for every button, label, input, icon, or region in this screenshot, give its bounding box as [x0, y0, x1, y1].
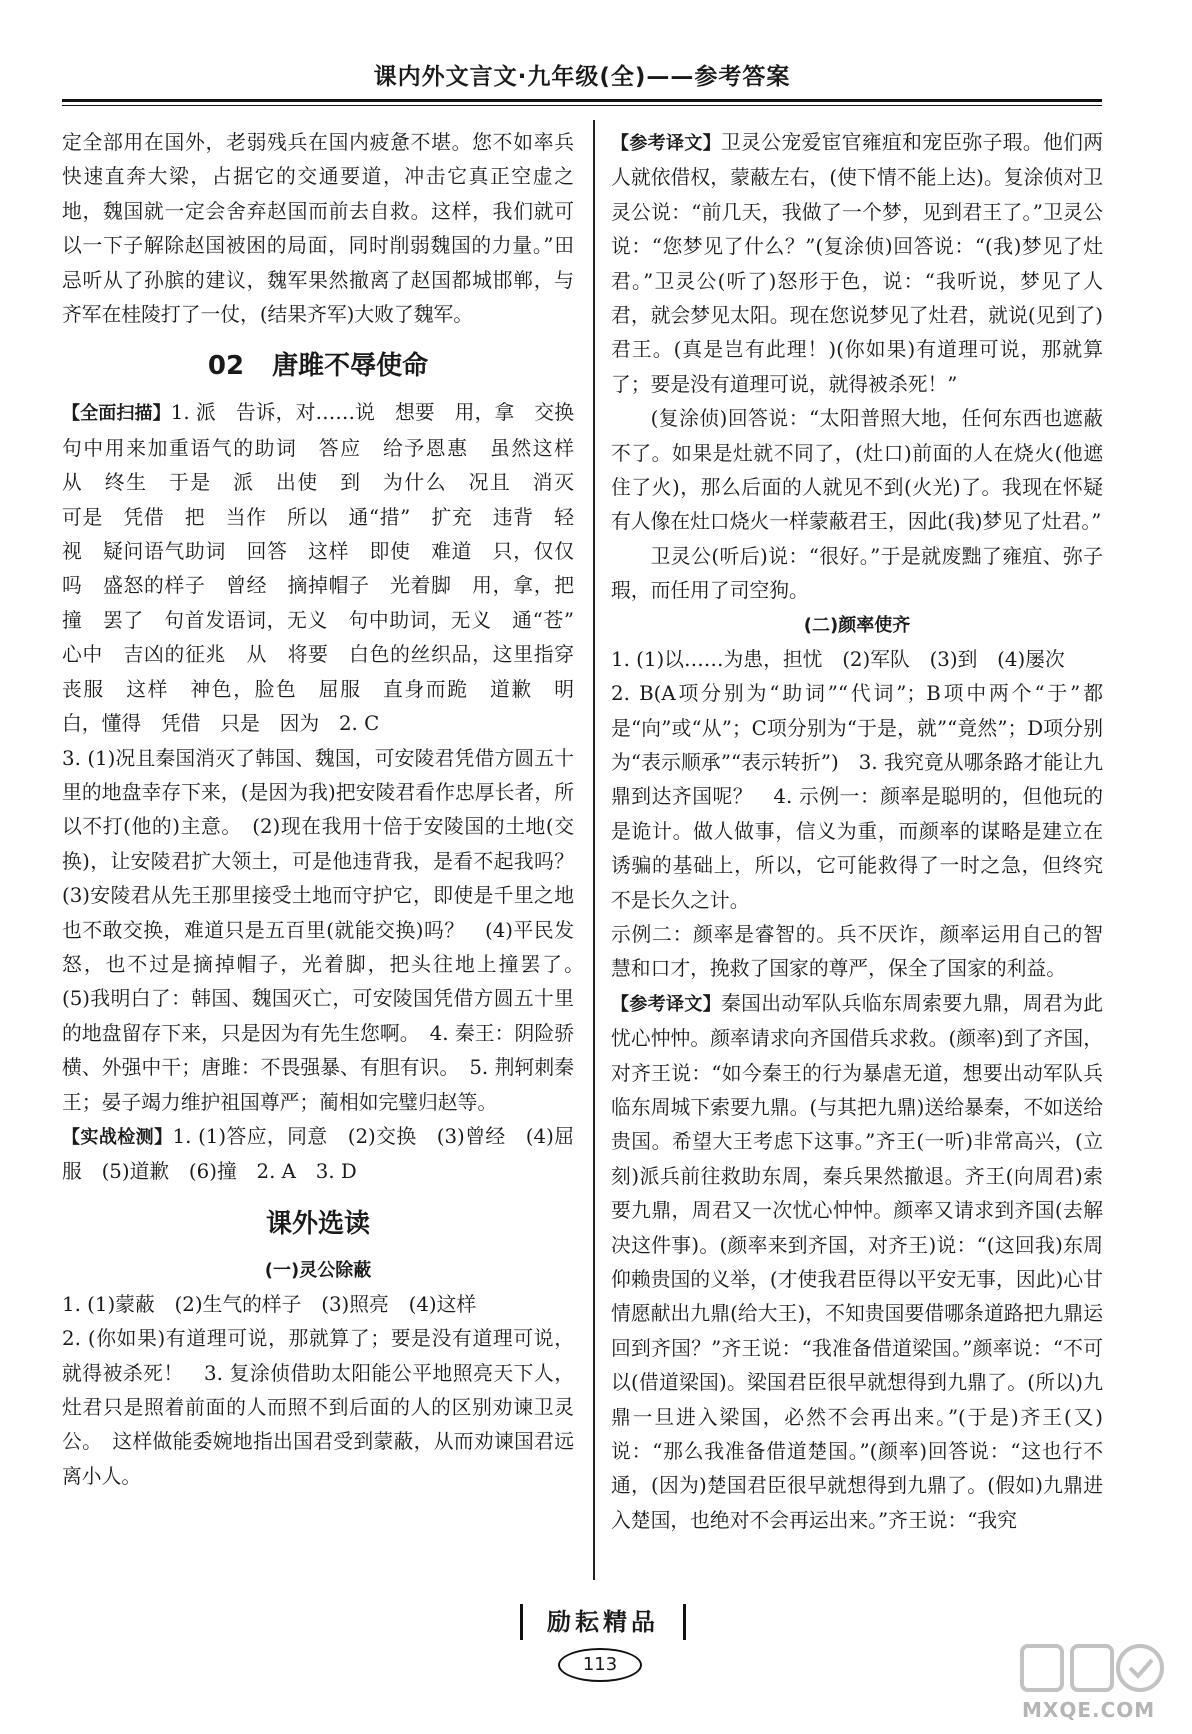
- scan-answer-3: 3. (1)况且秦国消灭了韩国、魏国，可安陵君凭借方圆五十里的地盘幸存下来，(是因为我)把安陵君看作忠厚长者，所以不打(他的)主意。 (2)现在我用十倍于安陵国的土地(交换)，让安陵君扩大领土，可是他违背我，是看不起我吗？ (3)安陵君从先王那里接受土地而守护它，即使是千里之地也不敢交换，难道只是五百里(就能交换)吗？ (4)平民发怒，也不过是摘掉帽子，光着脚，把头往地上撞罢了。 (5)我明白了：韩国、魏国灭亡，可安陵国凭借方圆五十里的地盘留存下来，只是因为有先生您啊。 4. 秦王：阴险骄横、外强中干；唐雎：不畏强暴、有胆有识。 5. 荆轲刺秦王；晏子竭力维护祖国尊严；蔺相如完璧归赵等。: [62, 746, 594, 1114]
- right-column: [611, 126, 1103, 1576]
- check-text: 1. (1)答应，同意 (2)交换 (3)曾经 (4)屈服 (5)道歉 (6)撞 2. A 3. D: [62, 1124, 575, 1184]
- watermark-text: MXQE.COM: [1022, 1698, 1156, 1722]
- section-number: 02: [207, 351, 245, 382]
- scan-paragraph: [62, 396, 594, 741]
- sub2-answer-1: 1. (1)以……为患，担忧 (2)军队 (3)到 (4)屡次: [611, 647, 1065, 671]
- translation-2: (复涂侦)回答说：“太阳普照大地，任何东西也遮蔽不了。如果是灶就不同了，(灶口)前面的人在烧火(他遮住了火)，那么后面的人就见不到(火光)了。我现在怀疑有人像在灶口烧火一样蒙蔽君王，因此(我)梦见了灶君。”: [611, 407, 1103, 534]
- section-heading: [62, 346, 574, 386]
- sub1-answer-2: 2. (你如果)有道理可说，那就算了；要是没有道理可说，就得被杀死！ 3. 复涂侦借助太阳能公平地照亮天下人，灶君只是照着前面的人而照不到后面的人的区别劝谏卫灵公。 这样做能委婉地指出国君受到蒙蔽，从而劝谏国君远离小人。: [62, 1327, 574, 1488]
- watermark: [1018, 1640, 1180, 1728]
- footer-logo: 励耘精品: [520, 1604, 686, 1640]
- translation-tag-2: 【参考译文】: [611, 993, 722, 1015]
- sub1-answer-1: 1. (1)蒙蔽 (2)生气的样子 (3)照亮 (4)这样: [62, 1292, 477, 1316]
- sub2-answer-4b: 示例二：颜率是睿智的。兵不厌诈，颜率运用自己的智慧和口才，挽救了国家的尊严，保全了国家的利益。: [611, 922, 1103, 981]
- translation-text-4: 秦国出动军队兵临东周索要九鼎，周君为此忧心忡忡。颜率请求向齐国借兵求救。(颜率)到了齐国，对齐王说：“如今秦王的行为暴虐无道，想要出动军队兵临东周城下索要九鼎。(与其把九鼎)送给暴秦，不如送给贵国。希望大王考虑下这事。”齐王(一听)非常高兴，(立刻)派兵前往救助东周，秦兵果然撤退。齐王(向周君)索要九鼎，周君又一次忧心忡忡。颜率又请求到齐国(去解决这件事)。(颜率来到齐国，对齐王)说：“(这回我)东周仰赖贵国的义举，(才使我君臣得以平安无事，因此)心甘情愿献出九鼎(给大王)，不知贵国要借哪条道路把九鼎运回到齐国？”齐王说：“我准备借道梁国。”颜率说：“不可以(借道梁国)。梁国君臣很早就想得到九鼎了。(所以)九鼎一旦进入梁国，必然不会再出来。”(于是)齐王(又)说：“那么我准备借道楚国。”(颜率)回答说：“这也行不通，(因为)楚国君臣很早就想得到九鼎了。(假如)九鼎进入楚国，也绝对不会再运出来。”齐王说：“我究: [611, 991, 1103, 1532]
- translation-tag: 【参考译文】: [611, 133, 722, 154]
- sub2-answer-2: 2. B(A项分别为“助词”“代词”；B项中两个“于”都是“向”或“从”；C项分别为“于是，就”“竟然”；D项分别为“表示顺承”“表示转折”) 3. 我究竟从哪条路才能让九鼎到达齐国呢？ 4. 示例一：颜率是聪明的，但他玩的是诡计。做人做事，信义为重，而颜率的谋略是建立在诱骗的基础上，所以，它可能救得了一时之急，但终究不是长久之计。: [611, 682, 1103, 912]
- header-rule-thin: [62, 105, 1102, 106]
- scan-text: 1. 派 告诉，对……说 想要 用，拿 交换 句中用来加重语气的助词 答应 给予恩惠 虽然这样 从 终生 于是 派 出使 到 为什么 况且 消灭 可是 凭借 把 当作 所以 通“措” 扩充 违背 轻视 疑问语气助词 回答 这样 即使 难道 只，仅仅 吗 盛怒的样子 曾经 摘掉帽子 光着脚 用，拿，把 撞 罢了 句首发语词，无义 句中助词，无义 通“苍” 心中 吉凶的征兆 从 将要 白色的丝织品，这里指穿丧服 这样 神色，脸色 屈服 直身而跪 道歉 明白，懂得 凭借 只是 因为 2. C: [62, 401, 594, 736]
- left-column: [62, 126, 594, 1576]
- header-rule-thick: [62, 99, 1102, 102]
- sub-title-2: (二)颜率使齐: [803, 614, 911, 636]
- extra-reading-title: 课外选读: [265, 1208, 370, 1239]
- translation-3: 卫灵公(听后)说：“很好。”于是就废黜了雍疽、弥子瑕，而任用了司空狗。: [611, 544, 1103, 603]
- page-number: 113: [558, 1648, 642, 1682]
- sub-title-1: (一)灵公除蔽: [264, 1259, 372, 1281]
- watermark-logo-icon: [1018, 1640, 1168, 1696]
- section-title: 唐雎不辱使命: [272, 351, 429, 382]
- check-tag: 【实战检测】: [62, 1126, 173, 1148]
- scan-tag: 【全面扫描】: [62, 403, 171, 425]
- translation-4: [611, 987, 1103, 1539]
- check-paragraph: [62, 1120, 574, 1190]
- translation-1: [611, 126, 1103, 402]
- translation-text-1: 卫灵公宠爱宦官雍疽和宠臣弥子瑕。他们两人就依借权，蒙蔽左右，(使下情不能上达)。复涂侦对卫灵公说：“前几天，我做了一个梦，见到君王了。”卫灵公说：“您梦见了什么？”(复涂侦)回答说：“(我)梦见了灶君。”卫灵公(听了)怒形于色，说：“我听说，梦见了人君，就会梦见太阳。现在您说梦见了灶君，就说(见到了)君王。(真是岂有此理！)(你如果)有道理可说，那就算了；要是没有道理可说，就得被杀死！”: [611, 131, 1103, 396]
- intro-paragraph: 定全部用在国外，老弱残兵在国内疲惫不堪。您不如率兵快速直奔大梁，占据它的交通要道，冲击它真正空虚之地，魏国就一定会舍弃赵国而前去自救。这样，我们就可以一下子解除赵国被困的局面，同时削弱魏国的力量。”田忌听从了孙膑的建议，魏军果然撤离了赵国都城邯郸，与齐军在桂陵打了一仗，(结果齐军)大败了魏军。: [62, 131, 574, 327]
- page-header: 课内外文言文·九年级(全)——参考答案: [373, 64, 791, 90]
